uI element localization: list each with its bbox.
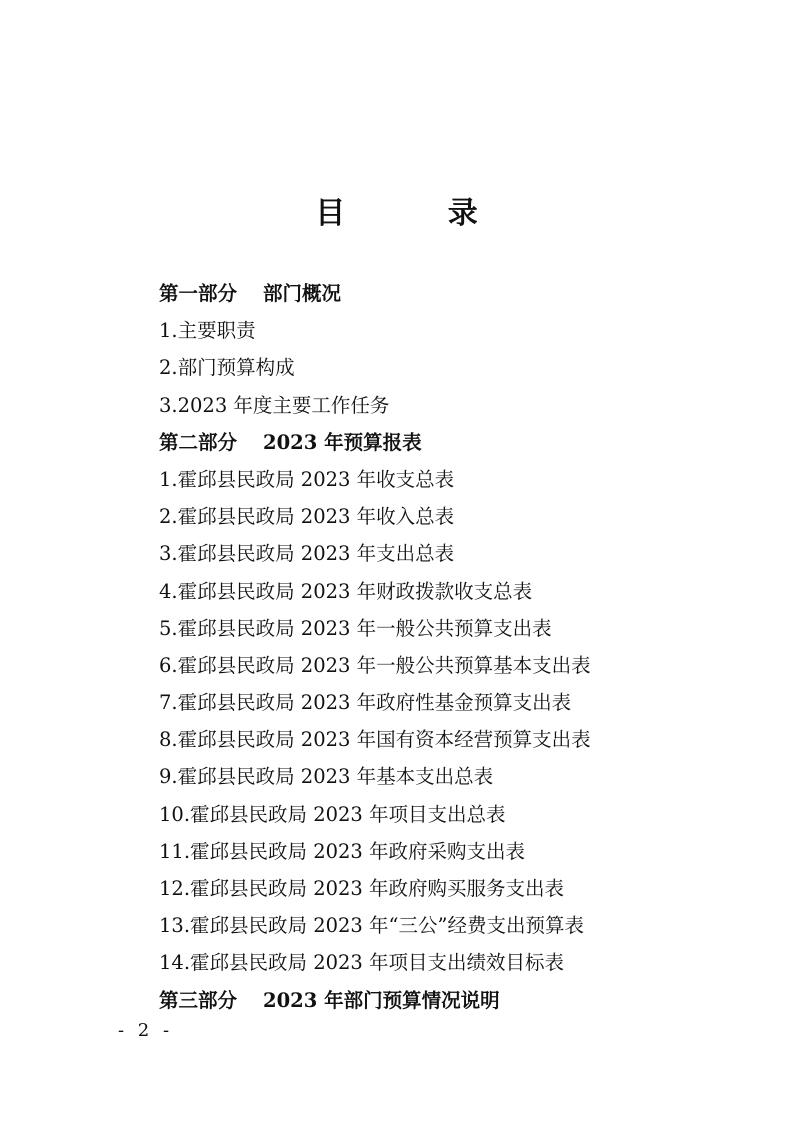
toc-item: 9.霍邱县民政局 2023 年基本支出总表 bbox=[159, 765, 494, 789]
toc-item: 3.霍邱县民政局 2023 年支出总表 bbox=[159, 542, 455, 566]
toc-item: 2.部门预算构成 bbox=[159, 356, 295, 380]
toc-section-heading bbox=[159, 424, 719, 461]
section-title: 部门概况 bbox=[263, 282, 342, 305]
toc-section-heading bbox=[159, 275, 719, 312]
section-label: 第三部分 bbox=[159, 988, 238, 1012]
toc-item: 2.霍邱县民政局 2023 年收入总表 bbox=[159, 505, 455, 529]
toc-item: 10.霍邱县民政局 2023 年项目支出总表 bbox=[159, 802, 506, 826]
section-title: 2023 年预算报表 bbox=[263, 430, 422, 454]
toc-item: 14.霍邱县民政局 2023 年项目支出绩效目标表 bbox=[159, 951, 565, 975]
section-title: 2023 年部门预算情况说明 bbox=[263, 988, 500, 1012]
page-title: 目 录 bbox=[315, 196, 524, 231]
table-of-contents bbox=[159, 275, 719, 1019]
toc-item: 3.2023 年度主要工作任务 bbox=[159, 393, 390, 417]
section-label: 第一部分 bbox=[159, 282, 238, 305]
toc-item: 12.霍邱县民政局 2023 年政府购买服务支出表 bbox=[159, 877, 565, 900]
toc-item: 6.霍邱县民政局 2023 年一般公共预算基本支出表 bbox=[159, 653, 591, 677]
page-number: - 2 - bbox=[118, 1020, 174, 1041]
toc-item: 8.霍邱县民政局 2023 年国有资本经营预算支出表 bbox=[159, 728, 591, 752]
section-label: 第二部分 bbox=[159, 430, 238, 454]
toc-item: 1.主要职责 bbox=[159, 319, 256, 343]
toc-item: 1.霍邱县民政局 2023 年收支总表 bbox=[159, 467, 455, 491]
toc-item: 5.霍邱县民政局 2023 年一般公共预算支出表 bbox=[159, 616, 552, 640]
toc-section-heading bbox=[159, 982, 719, 1019]
toc-item: 13.霍邱县民政局 2023 年“三公”经费支出预算表 bbox=[159, 914, 584, 938]
toc-item: 4.霍邱县民政局 2023 年财政拨款收支总表 bbox=[159, 579, 533, 603]
toc-item: 7.霍邱县民政局 2023 年政府性基金预算支出表 bbox=[159, 691, 572, 715]
toc-item: 11.霍邱县民政局 2023 年政府采购支出表 bbox=[159, 839, 526, 863]
